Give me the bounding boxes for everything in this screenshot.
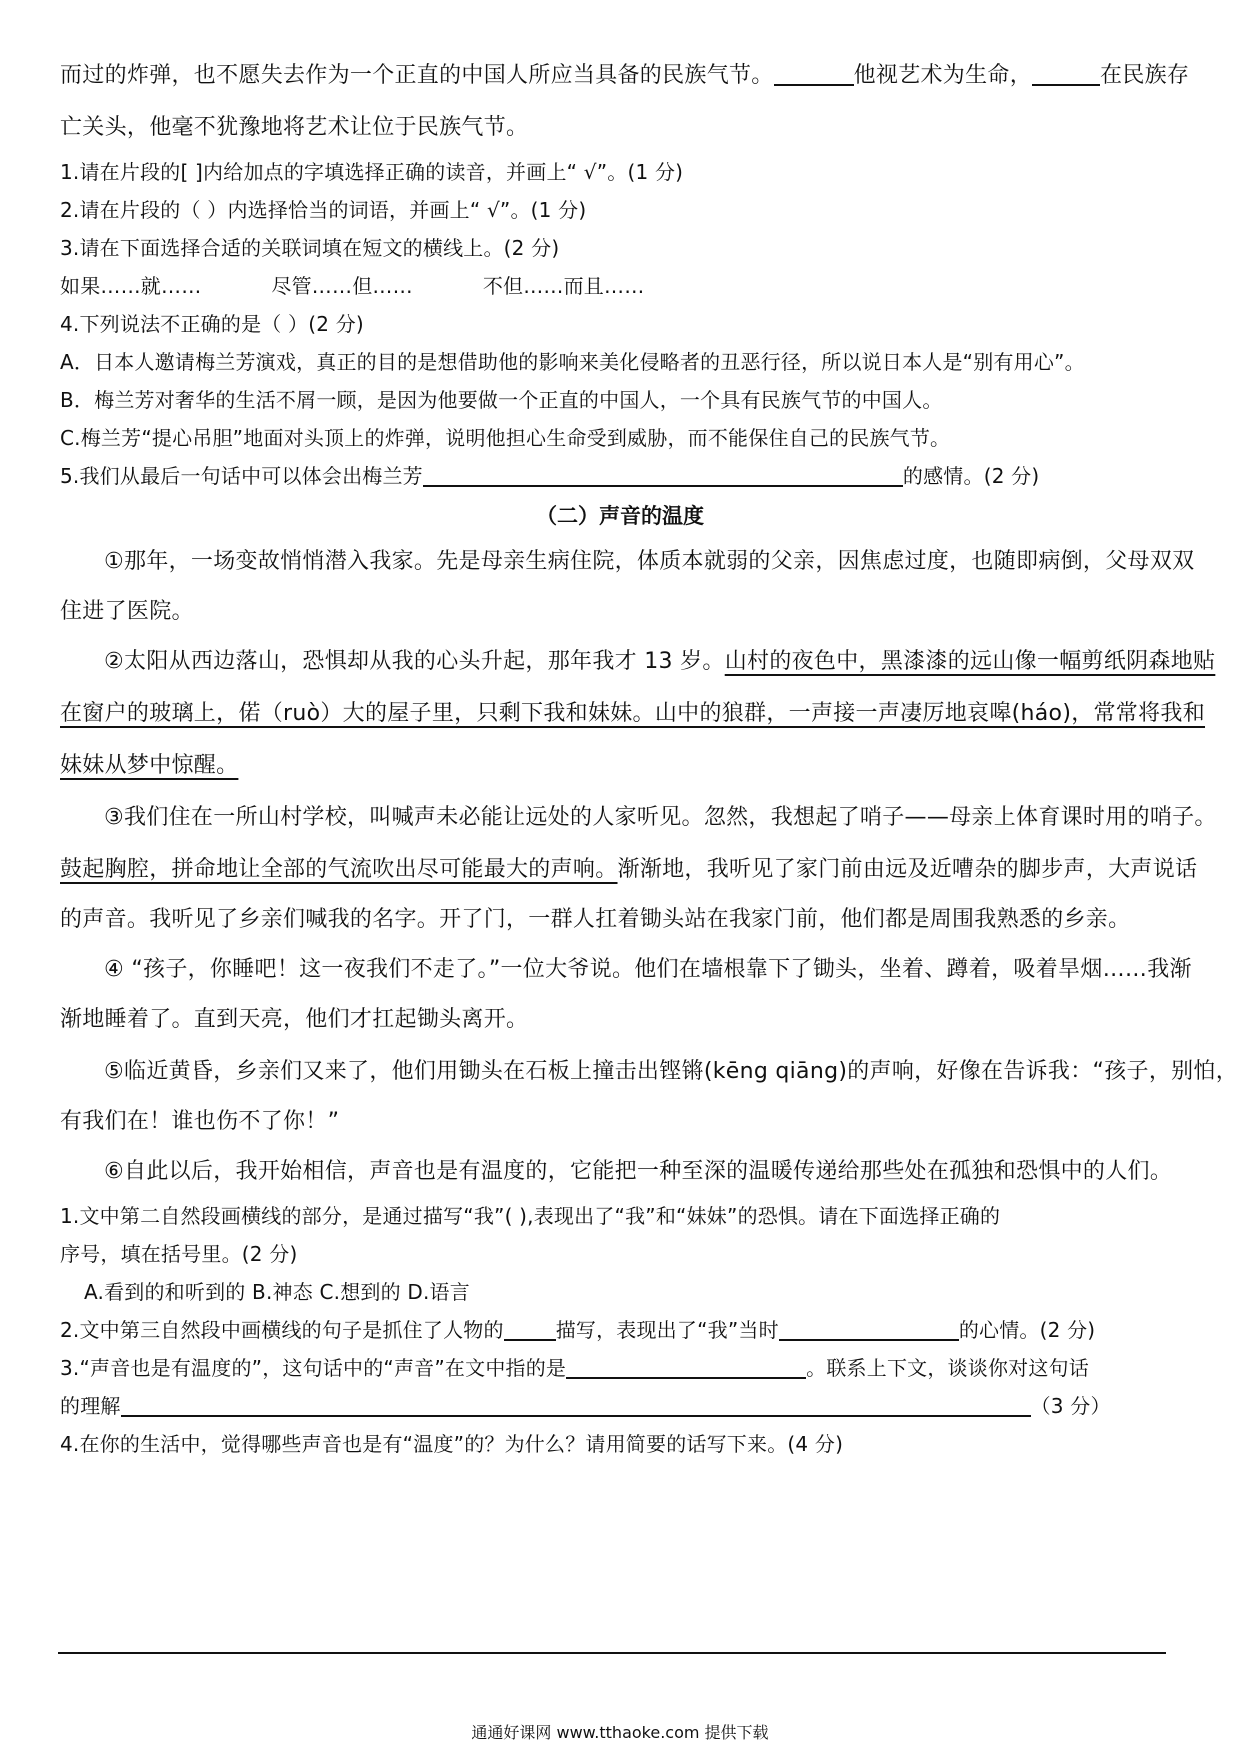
option-text: 尽管……但……: [271, 274, 413, 298]
question-text: 。联系上下文，谈谈你对这句话: [806, 1356, 1089, 1380]
answer-blank[interactable]: [779, 1319, 959, 1341]
question-text: （3 分）: [1030, 1394, 1111, 1418]
question-text: 3.“声音也是有温度的”，这句话中的“声音”在文中指的是: [60, 1356, 567, 1380]
question-1-3: 3.请在下面选择合适的关联词填在短文的横线上。(2 分): [60, 236, 560, 260]
underlined-text: 鼓起胸腔，拼命地让全部的气流吹出尽可能最大的声响。: [60, 857, 618, 882]
answer-blank[interactable]: [121, 1395, 791, 1417]
option-text: 如果……就……: [60, 274, 202, 298]
answer-blank[interactable]: [504, 1319, 556, 1341]
paragraph-5-line-2: 有我们在！谁也伤不了你！”: [60, 1109, 340, 1134]
paragraph-2-line-2: 在窗户的玻璃上，偌（ruò）大的屋子里，只剩下我和妹妹。山中的狼群，一声接一声凄厉地哀嗥(háo)，常常将我和: [60, 701, 1206, 726]
paragraph-4-line-2: 渐地睡着了。直到天亮，他们才扛起锄头离开。: [60, 1007, 529, 1032]
conjunction-options: [60, 270, 1180, 299]
paragraph-text: 渐渐地，我听见了家门前由远及近嘈杂的脚步声，大声说话: [617, 857, 1198, 882]
option-text: 不但……而且……: [482, 274, 645, 298]
paragraph-5-line-1: ⑤临近黄昏，乡亲们又来了，他们用锄头在石板上撞击出铿锵(kēng qiāng)的声响，好像在告诉我：“孩子，别怕，: [104, 1059, 1239, 1084]
passage1-line2: 亡关头，他毫不犹豫地将艺术让位于民族气节。: [60, 115, 529, 140]
question-2-1-line-2: 序号，填在括号里。(2 分): [60, 1242, 298, 1266]
paragraph-6: ⑥自此以后，我开始相信，声音也是有温度的，它能把一种至深的温暖传递给那些处在孤独和恐惧中的人们。: [104, 1159, 1173, 1184]
choice-a: A．日本人邀请梅兰芳演戏，真正的目的是想借助他的影响来美化侵略者的丑恶行径，所以说日本人是“别有用心”。: [60, 350, 1085, 374]
question-text: 的感情。(2 分): [902, 464, 1040, 488]
question-1-4: 4.下列说法不正确的是（ ）(2 分): [60, 312, 364, 336]
question-1-1: 1.请在片段的[ ]内给加点的字填选择正确的读音，并画上“ √”。(1 分): [60, 160, 684, 184]
answer-blank[interactable]: [753, 465, 903, 487]
paragraph-3-line-2: [60, 852, 1198, 883]
passage1-text-a: 而过的炸弹，也不愿失去作为一个正直的中国人所应当具备的民族气节。: [60, 63, 774, 88]
paragraph-4-line-1: ④ “孩子，你睡吧！这一夜我们不走了。”一位大爷说。他们在墙根靠下了锄头，坐着、蹲着，吸着旱烟……我渐: [104, 957, 1192, 982]
section-title: （二）声音的温度: [536, 504, 704, 528]
answer-blank[interactable]: [774, 62, 854, 86]
question-2-1-options: A.看到的和听到的 B.神态 C.想到的 D.语言: [84, 1280, 470, 1304]
paragraph-2-line-3: 妹妹从梦中惊醒。: [60, 753, 239, 778]
passage1-text-c: 在民族存: [1100, 63, 1190, 88]
passage1-text-b: 他视艺术为生命，: [853, 63, 1033, 88]
passage1-line1: [60, 58, 1190, 89]
answer-blank[interactable]: [423, 465, 753, 487]
question-2-1-line-1: 1.文中第二自然段画横线的部分，是通过描写“我”( ),表现出了“我”和“妹妹”的恐惧。请在下面选择正确的: [60, 1204, 1001, 1228]
answer-blank[interactable]: [1032, 62, 1100, 86]
question-2-3-line-2: [60, 1390, 1180, 1419]
question-text: 5.我们从最后一句话中可以体会出梅兰芳: [60, 464, 423, 488]
answer-line[interactable]: [58, 1652, 1166, 1654]
question-2-3-line-1: [60, 1352, 1180, 1381]
question-text: 的理解: [60, 1394, 121, 1418]
paragraph-1-line-1: ①那年，一场变故悄悄潜入我家。先是母亲生病住院，体质本就弱的父亲，因焦虑过度，也随即病倒，父母双双: [104, 549, 1195, 574]
paragraph-3-line-3: 的声音。我听见了乡亲们喊我的名字。开了门，一群人扛着锄头站在我家门前，他们都是周围我熟悉的乡亲。: [60, 907, 1131, 932]
footer-credit: 通通好课网 www.tthaoke.com 提供下载: [471, 1723, 769, 1742]
paragraph-3-line-1: ③我们住在一所山村学校，叫喊声未必能让远处的人家听见。忽然，我想起了哨子——母亲上体育课时用的哨子。: [104, 805, 1217, 830]
answer-blank[interactable]: [791, 1395, 1031, 1417]
question-text: 描写，表现出了“我”当时: [555, 1318, 779, 1342]
question-1-2: 2.请在片段的（ ）内选择恰当的词语，并画上“ √”。(1 分): [60, 198, 587, 222]
underlined-text: 山村的夜色中，黑漆漆的远山像一幅剪纸阴森地贴: [724, 649, 1216, 674]
question-2-4: 4.在你的生活中，觉得哪些声音也是有“温度”的？为什么？请用简要的话写下来。(4 分): [60, 1432, 844, 1456]
choice-c: C.梅兰芳“提心吊胆”地面对头顶上的炸弹，说明他担心生命受到威胁，而不能保住自己的民族气节。: [60, 426, 951, 450]
question-text: 2.文中第三自然段中画横线的句子是抓住了人物的: [60, 1318, 504, 1342]
paragraph-2-line-1: [60, 644, 1216, 675]
paragraph-1-line-2: 住进了医院。: [60, 599, 194, 624]
paragraph-text: ②太阳从西边落山，恐惧却从我的心头升起，那年我才 13 岁。: [104, 649, 725, 674]
question-text: 的心情。(2 分): [958, 1318, 1096, 1342]
choice-b: B．梅兰芳对奢华的生活不屑一顾，是因为他要做一个正直的中国人，一个具有民族气节的中国人。: [60, 388, 943, 412]
question-2-2: [60, 1314, 1180, 1343]
question-1-5: [60, 460, 1180, 489]
answer-blank[interactable]: [566, 1357, 806, 1379]
